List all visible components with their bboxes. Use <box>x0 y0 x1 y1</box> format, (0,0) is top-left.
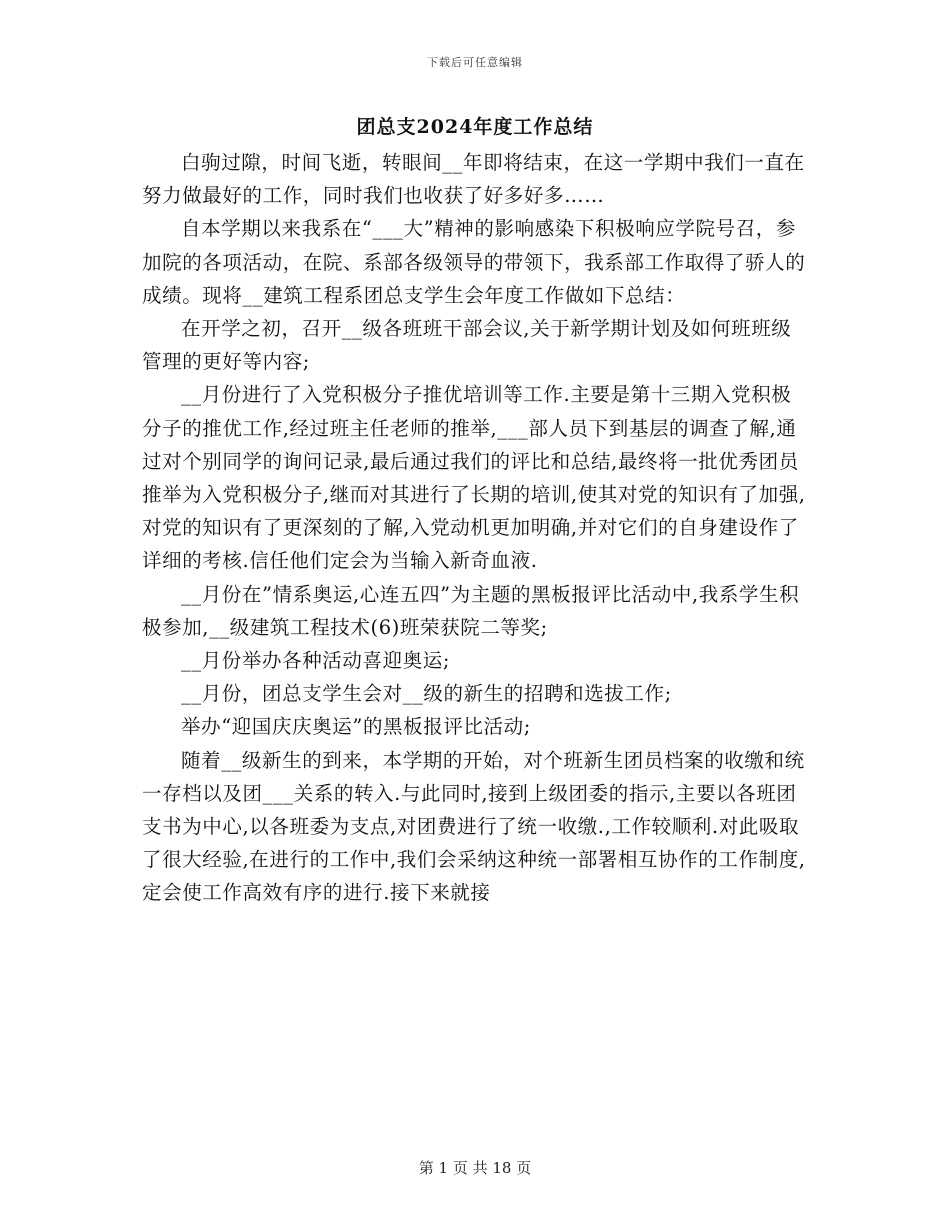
paragraph: __月份，团总支学生会对__级的新生的招聘和选拔工作; <box>181 682 672 706</box>
paragraph: 随着__级新生的到来，本学期的开始，对个班新生团员档案的收缴和统一存档以及团___关系的转入.与此同时,接到上级团委的指示,主要以各班团支书为中心,以各班委为支点,对团费进行了统一收缴.,工作较顺利.对此吸取了很大经验,在进行的工作中,我们会采纳这种统一部署相互协作的工作制度,定会使工作高效有序的进行.接下来就接 <box>142 748 806 905</box>
header-note: 下载后可任意编辑 <box>427 56 523 69</box>
page-number-footer: 第 1 页 共 18 页 <box>418 1159 532 1177</box>
paragraph: 自本学期以来我系在“___大”精神的影响感染下积极响应学院号召，参加院的各项活动，在院、系部各级领导的带领下，我系部工作取得了骄人的成绩。现将__建筑工程系团总支学生会年度工作做如下总结： <box>142 217 806 307</box>
paragraph: 白驹过隙，时间飞逝，转眼间__年即将结束，在这一学期中我们一直在努力做最好的工作，同时我们也收获了好多好多…… <box>142 151 805 208</box>
paragraph: __月份举办各种活动喜迎奥运; <box>181 649 451 673</box>
paragraph: 举办“迎国庆庆奥运”的黑板报评比活动; <box>181 715 531 739</box>
document-title: 团总支2024年度工作总结 <box>356 116 594 138</box>
paragraph: __月份进行了入党积极分子推优培训等工作.主要是第十三期入党积极分子的推优工作,经过班主任老师的推举,___部人员下到基层的调查了解,通过对个别同学的询问记录,最后通过我们的评比和总结,最终将一批优秀团员推举为入党积极分子,继而对其进行了长期的培训,使其对党的知识有了加强,对党的知识有了更深刻的了解,入党动机更加明确,并对它们的自身建设作了详细的考核.信任他们定会为当输入新奇血液. <box>142 383 806 573</box>
document-body <box>142 146 808 910</box>
paragraph: 在开学之初，召开__级各班班干部会议,关于新学期计划及如何班班级管理的更好等内容; <box>142 317 792 374</box>
paragraph: __月份在”情系奥运,心连五四”为主题的黑板报评比活动中,我系学生积极参加,__级建筑工程技术(6)班荣获院二等奖; <box>142 582 800 639</box>
